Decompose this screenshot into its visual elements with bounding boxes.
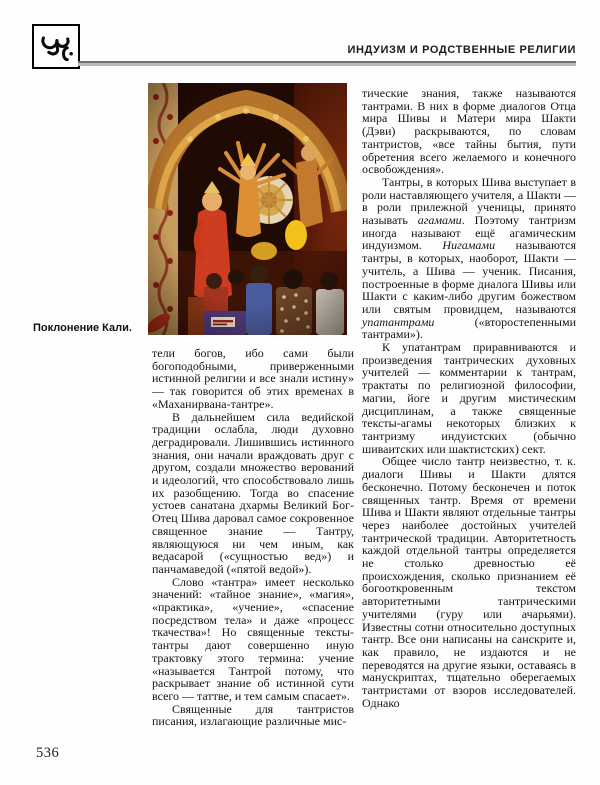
paragraph xyxy=(152,703,354,728)
italic-term: агамами xyxy=(417,213,462,228)
om-icon xyxy=(38,29,74,65)
photo-caption: Поклонение Кали. xyxy=(33,322,132,334)
italic-term: упатантрами xyxy=(362,314,435,329)
om-box xyxy=(32,24,80,69)
paragraph xyxy=(362,341,576,455)
italic-term: Нигамами xyxy=(442,238,496,253)
paragraph xyxy=(152,576,354,703)
kali-worship-photo xyxy=(148,83,347,335)
text-run: тические знания, также называются тантрами. В них в форме диалогов Отца мира Шивы и Матери мира Шакти (Дэви) раскрываются, по словам тантристов, «все тайны бытия, пути обретения всего желаемого и конечного освобождения». xyxy=(362,86,576,177)
text-run: тели богов, ибо сами были богоподобными, приверженными истинной религии и все знали истину» — так говорится об этих временах в «Маханирвана-тантре». xyxy=(152,346,354,411)
header-rule xyxy=(78,61,576,66)
running-head: ИНДУИЗМ И РОДСТВЕННЫЕ РЕЛИГИИ xyxy=(347,44,576,56)
text-run: Тантры, в которых Шива выступает в роли наставляющего учителя, а Шакти — в роли прилежной ученицы, принято называть xyxy=(362,174,576,228)
text-run: Священные для тантристов писания, излагающие различные мис- xyxy=(152,701,354,729)
text-run: называются тантры, в которых, наоборот, Шакти — учитель, а Шива — ученик. Писания, построенные в форме диалога Шивы или Шакти с каким-либо другим божеством или святым провидцем, называются xyxy=(362,238,576,316)
paragraph xyxy=(152,411,354,576)
left-column xyxy=(152,347,354,728)
right-column xyxy=(362,87,576,709)
text-run: В дальнейшем сила ведийской традиции ослабла, люди духовно деградировали. Лишившись истинного знания, они начали враждовать друг с другом, создали множество верований и идеологий, что способствовало лишь их разобщению. Тогда во спасение устоев санатана дхармы Великий Бог-Отец Шива даровал самое сокровенное священное знание — Тантру, являющуюся ни чем иным, как ведасарой («сущностью вед») и панчамаведой («пятой ведой»). xyxy=(152,409,354,576)
text-run: («второстепенными тантрами»). xyxy=(362,314,576,342)
paragraph xyxy=(152,347,354,411)
page-number: 536 xyxy=(36,745,60,761)
paragraph xyxy=(362,455,576,709)
paragraph xyxy=(362,176,576,341)
text-run: К упатантрам приравниваются и произведения тантрических духовных учителей — комментарии к тантрам, трактаты по религиозной философии, магии, йоге и другим мистическим дисциплинам, а также священные тексты-агамы некоторых близких к тантризму индуистских (обычно шиваитских или шактистских) сект. xyxy=(362,340,576,456)
paragraph xyxy=(362,87,576,176)
text-run: . Поэтому тантризм иногда называют ещё агамическим индуизмом. xyxy=(362,213,576,253)
text-run: Общее число тантр неизвестно, т. к. диалоги Шивы и Шакти длятся бесконечно. Потому бесконечен и поток священных тантр. Время от времени Шива и Шакти являют отдельные тантры через наиболее достойных учителей тантрической традиции. Авторитетность каждой отдельной тантры определяется не столько древностью её происхождения, сколько признанием её богооткровенным текстом авторитетными тантрическими учителями (гуру или ачарьями). Известны сотни относительно доступных тантр. Все они написаны на санскрите и, как правило, не издаются и не переводятся на другие языки, оставаясь в манускриптах, тщательно оберегаемых тантристами от взоров исследователей. Однако xyxy=(362,454,576,710)
text-run: Слово «тантра» имеет несколько значений: «тайное знание», «магия», «практика», «учение», «спасение посредством тела» и даже «процесс ткачества»! Но священные тексты-тантры дают совершенно иную трактовку этого термина: учение «называется Тантрой потому, что раскрывает знание об истинной сути всего — таттве, и тем самым спасает». xyxy=(152,574,354,703)
